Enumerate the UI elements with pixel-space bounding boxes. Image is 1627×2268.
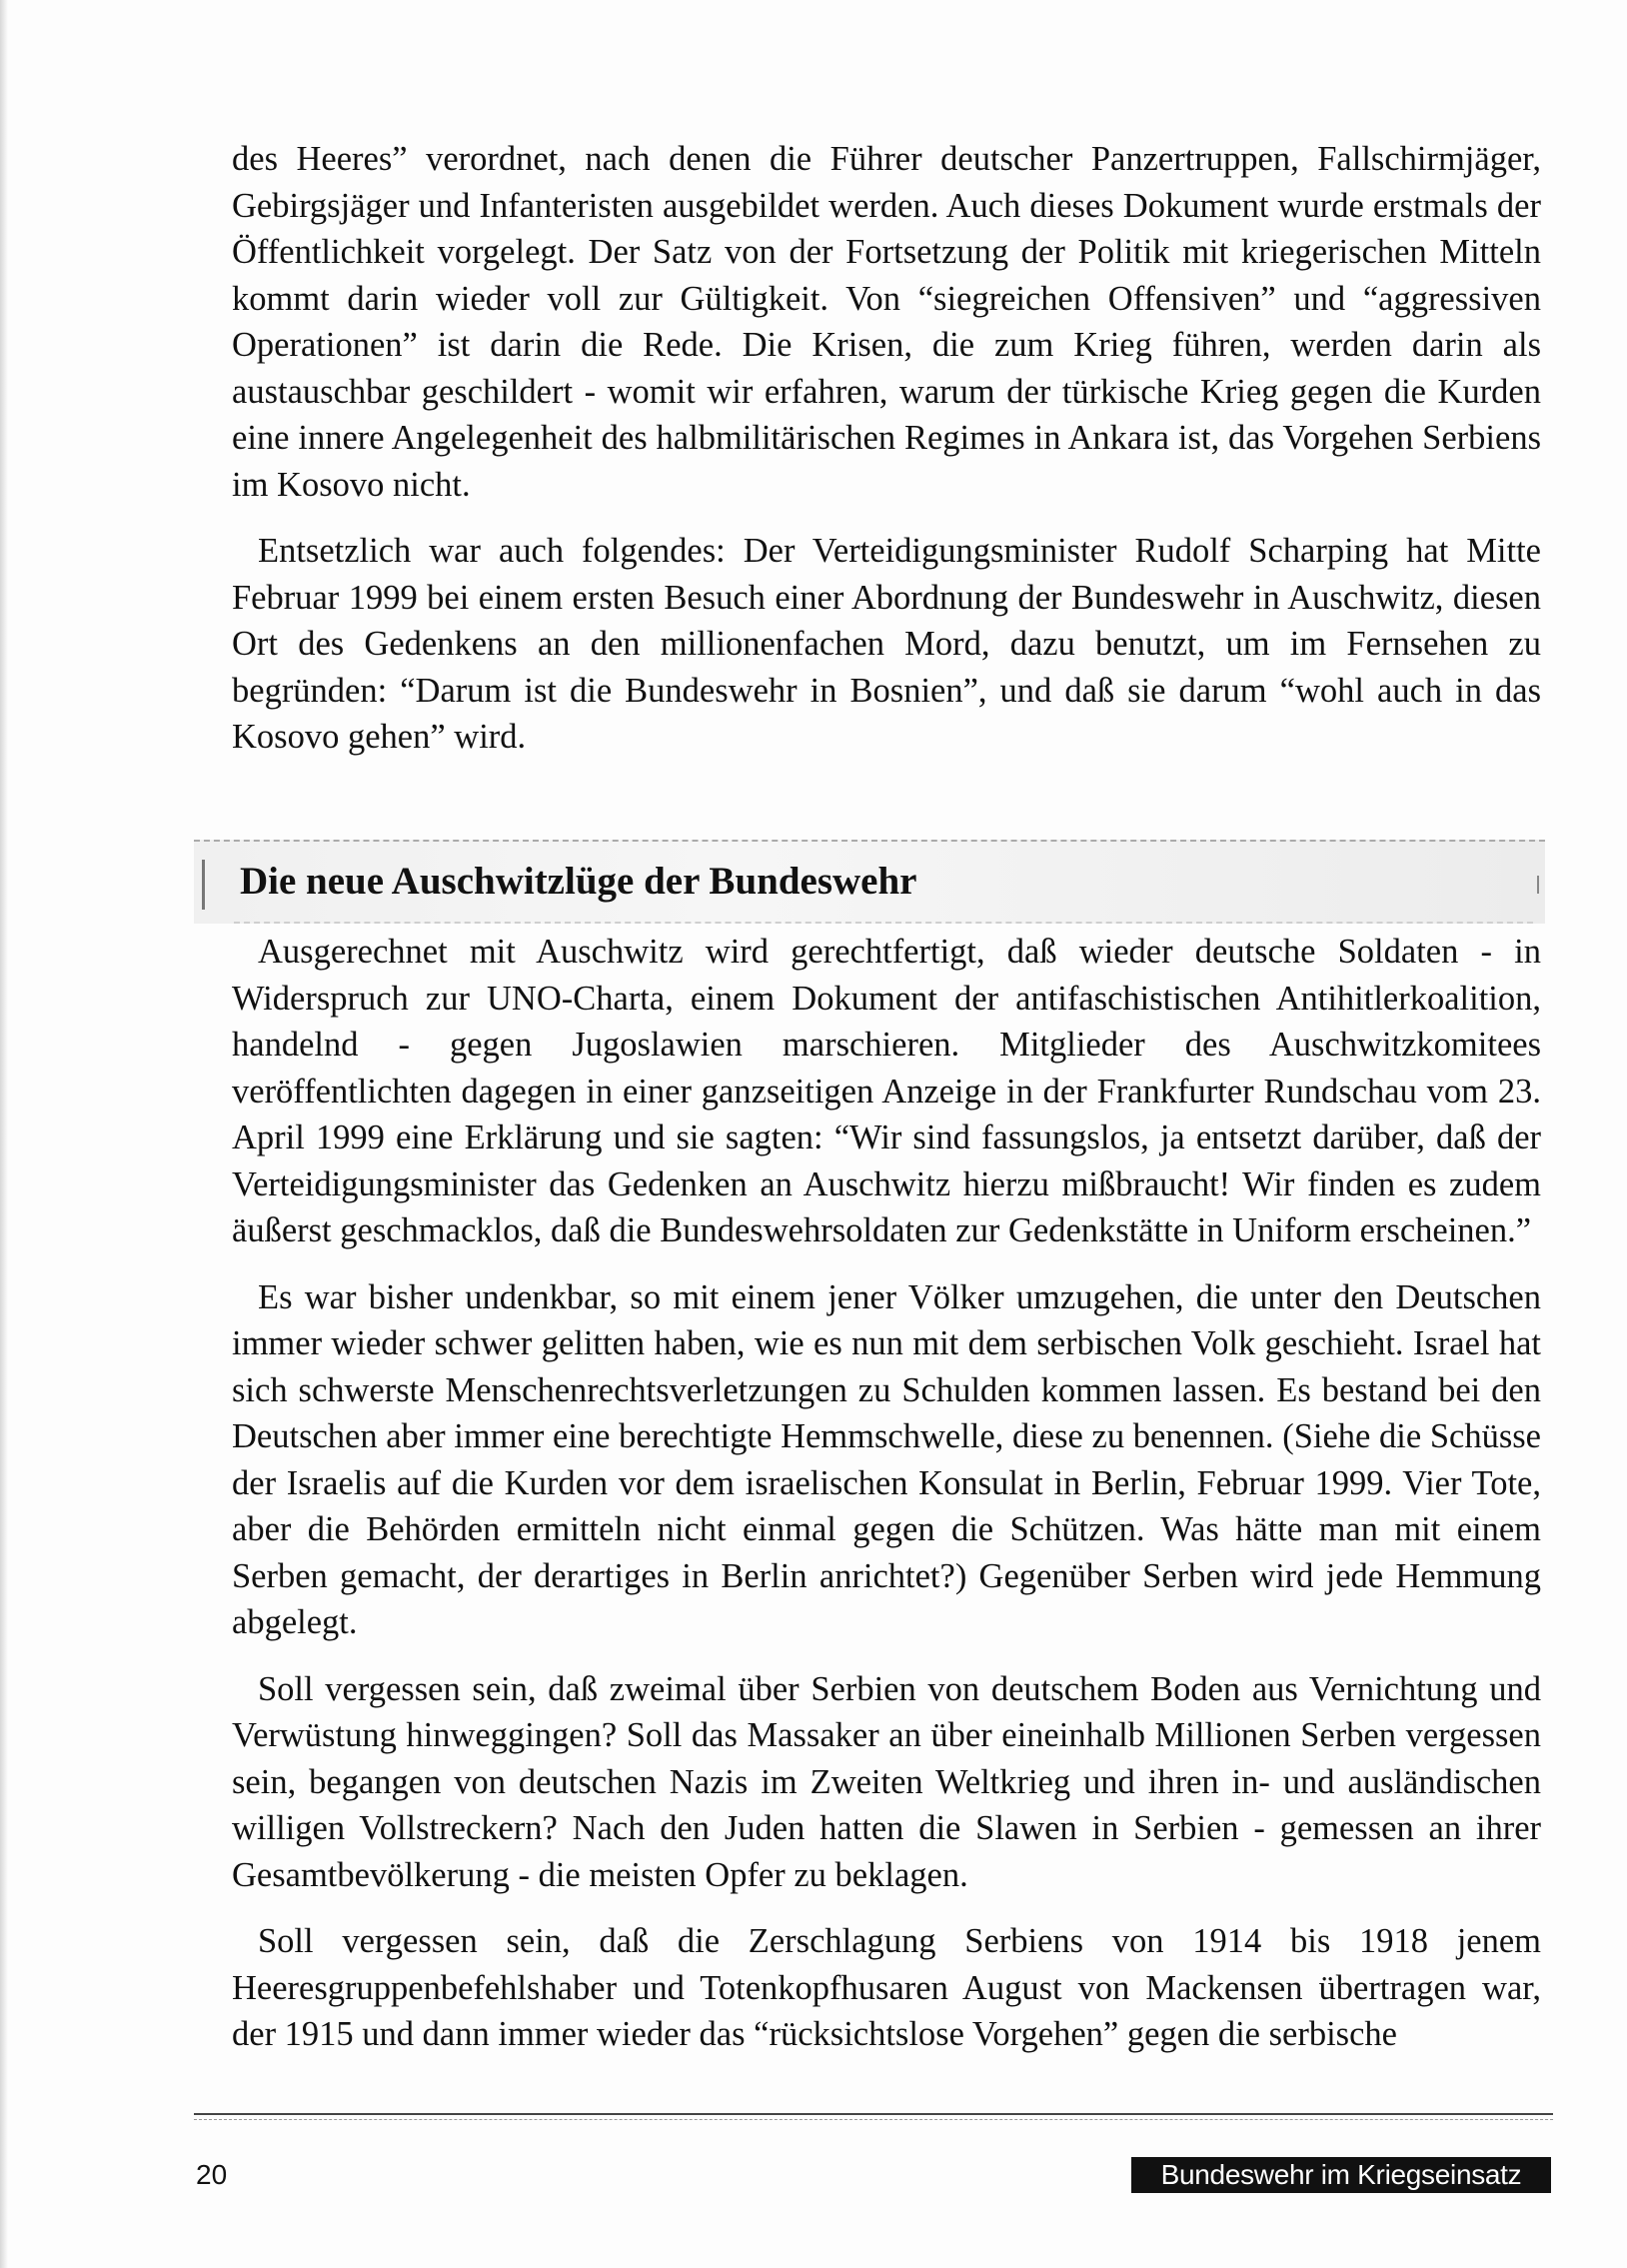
paragraph: Es war bisher undenkbar, so mit einem jener Völker umzugehen, die unter den Deutschen immer wieder schwer gelitten haben, wie es nun mit dem serbischen Volk geschieht. Israel hat sich schwerste Menschenrechtsverletzungen zu Schulden kommen lassen. Es bestand bei den Deutschen aber immer eine berechtigte Hemmschwelle, diese zu benennen. (Siehe die Schüsse der Israelis auf die Kurden vor dem israelischen Konsulat in Berlin, Februar 1999. Vier Tote, aber die Behörden ermitteln nicht einmal gegen die Schützen. Was hätte man mit einem Serben gemacht, der derartiges in Berlin anrichtet?) Gegenüber Serben wird jede Hemmung abgelegt.: [232, 1277, 1541, 1641]
paragraph: Entsetzlich war auch folgendes: Der Verteidigungsminister Rudolf Scharping hat Mitte Februar 1999 bei einem ersten Besuch einer Abordnung der Bundeswehr in Auschwitz, diesen Ort des Gedenkens an den millionenfachen Mord, dazu benutzt, um im Fernsehen zu begründen: “Darum ist die Bundeswehr in Bosnien”, und daß sie darum “wohl auch in das Kosovo gehen” wird.: [232, 532, 1541, 756]
scan-edge-shadow: [0, 0, 8, 2268]
page-number: 20: [196, 2159, 228, 2190]
heading-right-bar: [1537, 876, 1539, 894]
body-text-top: [232, 136, 1541, 781]
heading-dashed-rule: [234, 922, 1533, 924]
heading-left-bar: [202, 860, 205, 910]
paragraph: Soll vergessen sein, daß zweimal über Serbien von deutschem Boden aus Vernichtung und Verwüstung hinweggingen? Soll das Massaker an über eineinhalb Millionen Serben vergessen sein, begangen von deutschen Nazis im Zweiten Weltkrieg und ihren in- und ausländischen willigen Vollstreckern? Nach den Juden hatten die Slawen in Serbien - gemessen an ihrer Gesamtbevölkerung - die meisten Opfer zu beklagen.: [232, 1669, 1541, 1894]
paragraph: Ausgerechnet mit Auschwitz wird gerechtfertigt, daß wieder deutsche Soldaten - in Widerspruch zur UNO-Charta, einem Dokument der antifaschistischen Antihitlerkoalition, handelnd - gegen Jugoslawien marschieren. Mitglieder des Auschwitzkomitees veröffentlichten dagegen in einer ganzseitigen Anzeige in der Frankfurter Rundschau vom 23. April 1999 eine Erklärung und sie sagten: “Wir sind fassungslos, ja entsetzt darüber, daß der Verteidigungsminister das Gedenken an Auschwitz hierzu mißbraucht! Wir finden es zudem äußerst geschmacklos, daß die Bundeswehrsoldaten zur Gedenkstätte in Uniform erscheinen.”: [232, 933, 1541, 1249]
section-heading-box: [194, 840, 1545, 924]
section-heading: Die neue Auschwitzlüge der Bundeswehr: [240, 860, 917, 903]
body-text-section: [232, 929, 1541, 2078]
footer-dashed-rule: [194, 2119, 1553, 2120]
paragraph: Soll vergessen sein, daß die Zerschlagung Serbiens von 1914 bis 1918 jenem Heeresgruppenbefehlshaber und Totenkopfhusaren August von Mackensen übertragen war, der 1915 und dann immer wieder das “rücksichtslose Vorgehen” gegen die serbische: [232, 1922, 1541, 2053]
footer-rule: [194, 2113, 1553, 2115]
paragraph: des Heeres” verordnet, nach denen die Führer deutscher Panzertruppen, Fallschirmjäger, Gebirgsjäger und Infanteristen ausgebildet werden. Auch dieses Dokument wurde erstmals der Öffentlichkeit vorgelegt. Der Satz von der Fortsetzung der Politik mit kriegerischen Mitteln kommt darin wieder voll zur Gültigkeit. Von “siegreichen Offensiven” und “aggressiven Operationen” ist darin die Rede. Die Krisen, die zum Krieg führen, werden darin als austauschbar geschildert - womit wir erfahren, warum der türkische Krieg gegen die Kurden eine innere Angelegenheit des halbmilitärischen Regimes in Ankara ist, das Vorgehen Serbiens im Kosovo nicht.: [232, 140, 1541, 504]
running-title: Bundeswehr im Kriegseinsatz: [1131, 2157, 1551, 2193]
